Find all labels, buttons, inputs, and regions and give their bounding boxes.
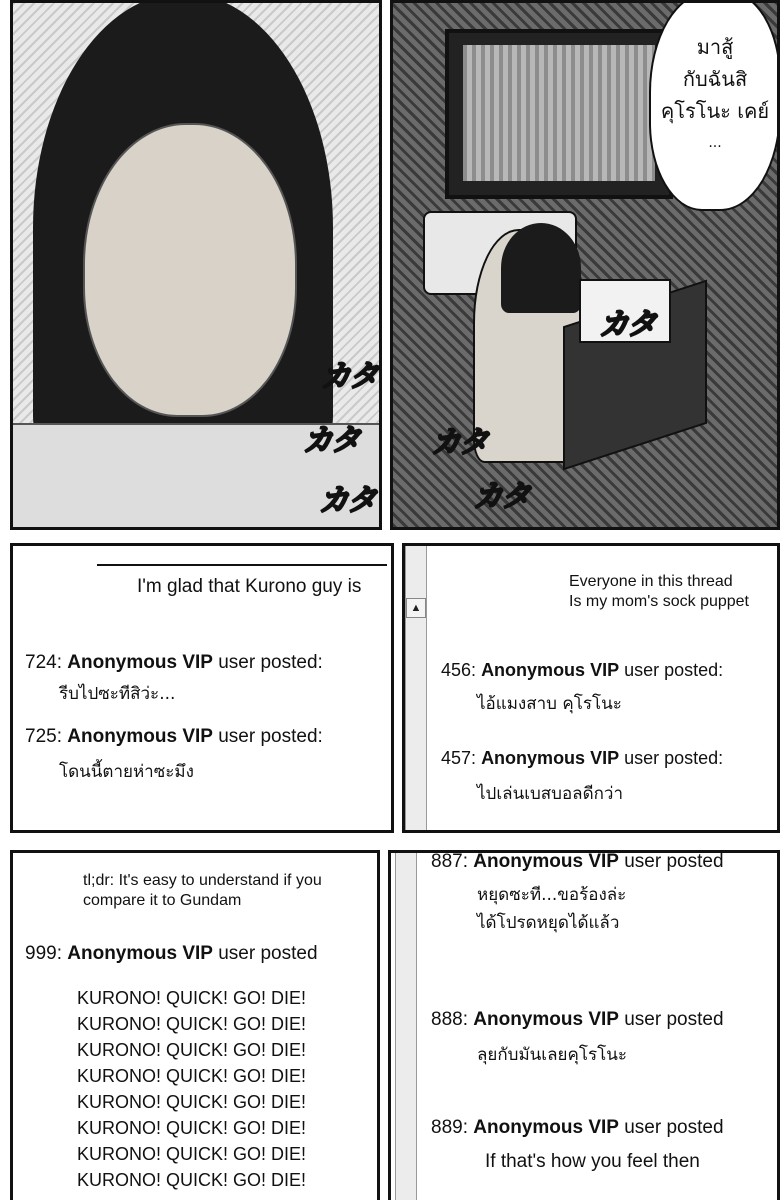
post-number: 889: bbox=[431, 1117, 468, 1138]
post-number: 887: bbox=[431, 851, 468, 872]
post-body: ได้โปรดหยุดได้แล้ว bbox=[477, 913, 620, 933]
poster-name: Anonymous VIP bbox=[67, 726, 213, 747]
post-number: 725: bbox=[25, 726, 62, 747]
speech-line: ... bbox=[708, 135, 722, 151]
post-header bbox=[441, 660, 723, 681]
post-number: 888: bbox=[431, 1009, 468, 1030]
post-header bbox=[431, 1009, 724, 1031]
thread-title-text bbox=[569, 572, 749, 612]
post-body-line: KURONO! QUICK! GO! DIE! bbox=[77, 1118, 307, 1138]
forum-screen-panel bbox=[402, 543, 780, 833]
post-body-line: KURONO! QUICK! GO! DIE! bbox=[77, 1170, 307, 1190]
post-suffix: user posted bbox=[624, 1009, 724, 1030]
scroll-up-button[interactable]: ▲ bbox=[406, 598, 426, 618]
character-hair bbox=[501, 223, 581, 313]
post-number: 457: bbox=[441, 748, 477, 768]
forum-screen-panel bbox=[388, 850, 780, 1200]
post-header bbox=[25, 726, 323, 748]
poster-name: Anonymous VIP bbox=[481, 660, 620, 680]
post-suffix: user posted bbox=[624, 851, 724, 872]
post-body: ไอ้แมงสาบ คุโรโนะ bbox=[477, 694, 622, 714]
manga-panel-face-closeup bbox=[10, 0, 382, 530]
television bbox=[445, 29, 673, 199]
thread-title-text bbox=[83, 871, 322, 911]
post-body-line: KURONO! QUICK! GO! DIE! bbox=[77, 1144, 307, 1164]
poster-name: Anonymous VIP bbox=[67, 943, 213, 964]
forum-screen-panel bbox=[10, 543, 394, 833]
post-body: ไปเล่นเบสบอลดีกว่า bbox=[477, 784, 624, 804]
post-header bbox=[431, 851, 724, 873]
speech-bubble bbox=[649, 0, 780, 211]
window-scrollbar[interactable] bbox=[395, 853, 417, 1200]
speech-line: มาสู้ bbox=[696, 35, 734, 59]
thread-title-line: tl;dr: It's easy to understand if you bbox=[83, 872, 322, 889]
post-suffix: user posted: bbox=[624, 748, 724, 768]
sound-effect-text: カタ bbox=[599, 307, 655, 342]
speech-line: กับฉันสิ bbox=[682, 67, 748, 91]
sound-effect-text: カタ bbox=[321, 359, 377, 394]
post-body-line: KURONO! QUICK! GO! DIE! bbox=[77, 988, 307, 1008]
post-suffix: user posted bbox=[624, 1117, 724, 1138]
sound-effect-text: カタ bbox=[431, 425, 487, 460]
sound-effect-text: カタ bbox=[303, 423, 359, 458]
character-face bbox=[83, 123, 297, 417]
post-body-line: KURONO! QUICK! GO! DIE! bbox=[77, 1092, 307, 1112]
post-number: 724: bbox=[25, 652, 62, 673]
poster-name: Anonymous VIP bbox=[473, 851, 619, 872]
post-body-line: KURONO! QUICK! GO! DIE! bbox=[77, 1014, 307, 1034]
window-scrollbar[interactable] bbox=[405, 546, 427, 833]
post-body: If that's how you feel then bbox=[485, 1151, 700, 1172]
sound-effect-text: カタ bbox=[319, 483, 375, 518]
post-suffix: user posted: bbox=[218, 652, 323, 673]
poster-name: Anonymous VIP bbox=[473, 1117, 619, 1138]
thread-title-line: Is my mom's sock puppet bbox=[569, 593, 749, 610]
post-body-line: KURONO! QUICK! GO! DIE! bbox=[77, 1066, 307, 1086]
post-header bbox=[431, 1117, 724, 1139]
post-header bbox=[25, 943, 318, 965]
thread-title-line: compare it to Gundam bbox=[83, 892, 242, 909]
post-number: 456: bbox=[441, 660, 477, 680]
post-suffix: user posted: bbox=[218, 726, 323, 747]
poster-name: Anonymous VIP bbox=[473, 1009, 619, 1030]
forum-screen-panel bbox=[10, 850, 380, 1200]
post-header bbox=[25, 652, 323, 674]
thread-title-text: I'm glad that Kurono guy is bbox=[137, 576, 362, 597]
post-body bbox=[77, 985, 306, 1193]
poster-name: Anonymous VIP bbox=[67, 652, 213, 673]
post-body-line: KURONO! QUICK! GO! DIE! bbox=[77, 1040, 307, 1060]
header-underline bbox=[97, 564, 387, 566]
post-suffix: user posted: bbox=[624, 660, 724, 680]
post-number: 999: bbox=[25, 943, 62, 964]
poster-name: Anonymous VIP bbox=[481, 748, 620, 768]
post-body: หยุดซะที...ขอร้องล่ะ bbox=[477, 885, 627, 905]
sound-effect-text: カタ bbox=[473, 479, 529, 514]
tv-screen bbox=[463, 45, 655, 181]
thread-title-line: Everyone in this thread bbox=[569, 573, 733, 590]
post-body: รีบไปซะทีสิว่ะ... bbox=[59, 684, 176, 704]
speech-line: คุโรโนะ เคย์ bbox=[660, 99, 770, 123]
post-header bbox=[441, 748, 723, 769]
post-body: โดนนี้ตายห่าซะมึง bbox=[59, 762, 194, 782]
manga-panel-room bbox=[390, 0, 780, 530]
post-suffix: user posted bbox=[218, 943, 318, 964]
post-body: ลุยกับมันเลยคุโรโนะ bbox=[477, 1045, 627, 1065]
